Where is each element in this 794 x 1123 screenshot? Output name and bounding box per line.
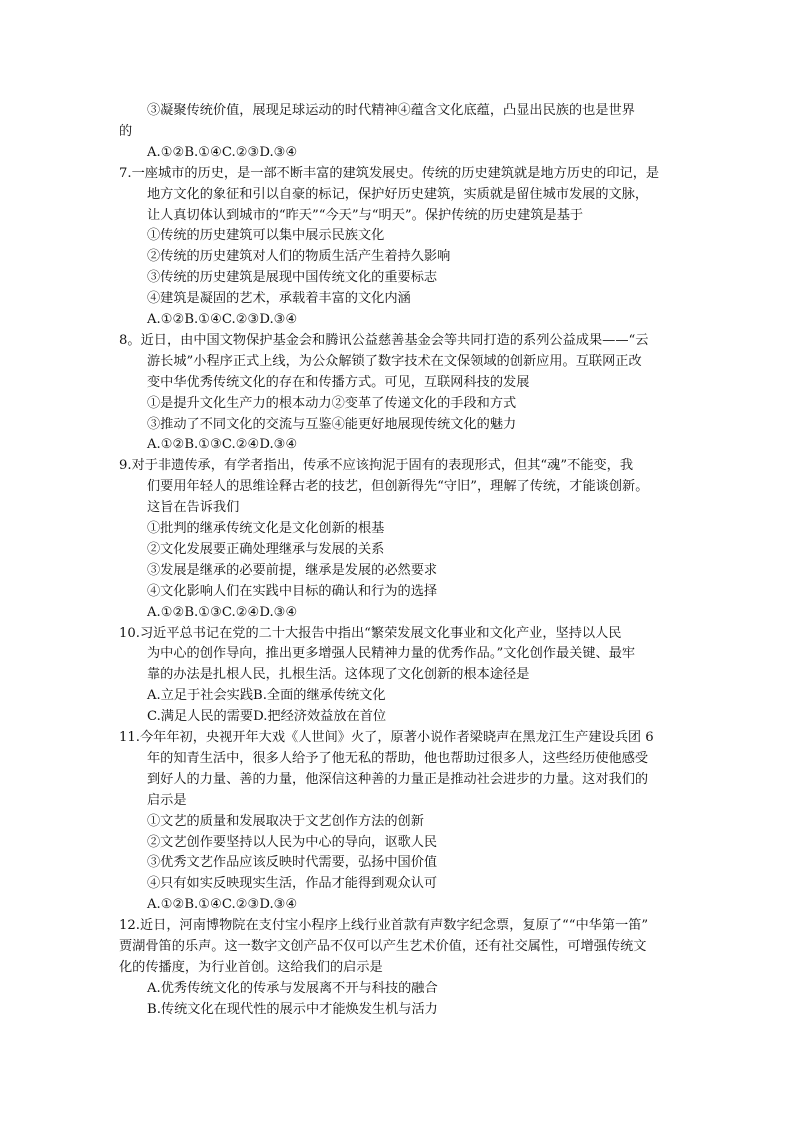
- q9-line: 9.对于非遗传承，有学者指出，传承不应该拘泥于固有的表现形式，但其“魂”不能变，我: [119, 458, 633, 474]
- q9-line: ③发展是继承的必要前提，继承是发展的必然要求: [147, 562, 438, 578]
- q11-line: ②文艺创作要坚持以人民为中心的导向，讴歌人民: [147, 834, 438, 850]
- q7-line: ③传统的历史建筑是展现中国传统文化的重要标志: [147, 270, 438, 286]
- q8-line: ①是提升文化生产力的根本动力②变革了传递文化的手段和方式: [147, 395, 517, 411]
- q10-line: 为中心的创作导向，推出更多增强人民精神力量的优秀作品。”文化创作最关键、最牢: [147, 646, 636, 662]
- q6-tail-line: ③凝聚传统价值，展现足球运动的时代精神④蕴含文化底蕴，凸显出民族的也是世界: [147, 103, 635, 118]
- q7-line: ①传统的历史建筑可以集中展示民族文化: [147, 228, 385, 244]
- q9-line: ④文化影响人们在实践中目标的确认和行为的选择: [147, 583, 438, 599]
- q11-line: ①文艺的质量和发展取决于文艺创作方法的创新: [147, 813, 424, 829]
- q10-line: A.立足于社会实践B.全面的继承传统文化: [147, 688, 386, 704]
- q11-line: 启示是: [147, 792, 187, 808]
- q8-line: 8。近日，由中国文物保护基金会和腾讯公益慈善基金会等共同打造的系列公益成果——“云: [119, 332, 649, 348]
- q10-line: 靠的办法是扎根人民，扎根生活。这体现了文化创新的根本途径是: [147, 667, 530, 683]
- q11-line: 年的知青生活中，很多人给予了他无私的帮助，他也帮助过很多人，这些经历使他感受: [147, 750, 649, 766]
- q7-line: ②传统的历史建筑对人们的物质生活产生着持久影响: [147, 249, 451, 265]
- q7-line: A.①②B.①④C.②③D.③④: [147, 312, 298, 327]
- q12-line: A.优秀传统文化的传承与发展离不开与科技的融合: [147, 980, 438, 996]
- q9-line: ②文化发展要正确处理继承与发展的关系: [147, 541, 385, 557]
- q9-line: A.①②B.①③C.②④D.③④: [147, 604, 298, 620]
- q11-line: ④只有如实反映现实生活，作品才能得到观众认可: [147, 876, 438, 892]
- q9-line: 们要用年轻人的思维诠释古老的技艺，但创新得先“守旧”，理解了传统，才能谈创新。: [147, 479, 649, 495]
- q7-line: 地方文化的象征和引以自豪的标记，保护好历史建筑，实质就是留住城市发展的文脉，: [147, 186, 649, 202]
- q12-line: 贾湖骨笛的乐声。这一数字文创产品不仅可以产生艺术价值，还有社交属性，可增强传统文: [119, 939, 647, 954]
- q10-line: 10.习近平总书记在党的二十大报告中指出“繁荣发展文化事业和文化产业，坚持以人民: [119, 625, 622, 641]
- q6-tail-line: 的: [119, 123, 133, 139]
- q11-line: 11.今年年初，央视开年大戏《人世间》火了，原著小说作者梁晓声在黑龙江生产建设兵团 6: [119, 730, 654, 745]
- q9-line: 这旨在告诉我们: [147, 500, 240, 516]
- q8-line: A.①②B.①③C.②④D.③④: [147, 437, 298, 453]
- q11-line: ③优秀文艺作品应该反映时代需要，弘扬中国价值: [147, 855, 438, 871]
- q11-line: 到好人的力量、善的力量，他深信这种善的力量正是推动社会进步的力量。这对我们的: [147, 771, 649, 787]
- q8-line: ③推动了不同文化的交流与互鉴④能更好地展现传统文化的魅力: [147, 416, 517, 432]
- q7-line: 让人真切体认到城市的“昨天”“今天”与“明天”。保护传统的历史建筑是基于: [147, 207, 584, 223]
- q7-line: 7.一座城市的历史，是一部不断丰富的建筑发展史。传统的历史建筑就是地方历史的印记，是: [119, 165, 660, 181]
- q8-line: 游长城”小程序正式上线，为公众解锁了数字技术在文保领域的创新应用。互联网正改: [147, 353, 642, 369]
- q8-line: 变中华优秀传统文化的存在和传播方式。可见，互联网科技的发展: [147, 374, 530, 390]
- q10-line: C.满足人民的需要D.把经济效益放在首位: [147, 709, 387, 725]
- q9-line: ①批判的继承传统文化是文化创新的根基: [147, 521, 385, 536]
- q6-tail-line: A.①②B.①④C.②③D.③④: [147, 144, 298, 160]
- q12-line: 12.近日，河南博物院在支付宝小程序上线行业首款有声数字纪念票，复原了““中华第一笛”: [119, 918, 649, 934]
- q12-line: 化的传播度，为行业首创。这给我们的启示是: [119, 959, 383, 975]
- q11-line: A.①②B.①④C.②③D.③④: [147, 897, 298, 913]
- q7-line: ④建筑是凝固的艺术，承载着丰富的文化内涵: [147, 291, 411, 307]
- q12-line: B.传统文化在现代性的展示中才能焕发生机与活力: [147, 1001, 438, 1017]
